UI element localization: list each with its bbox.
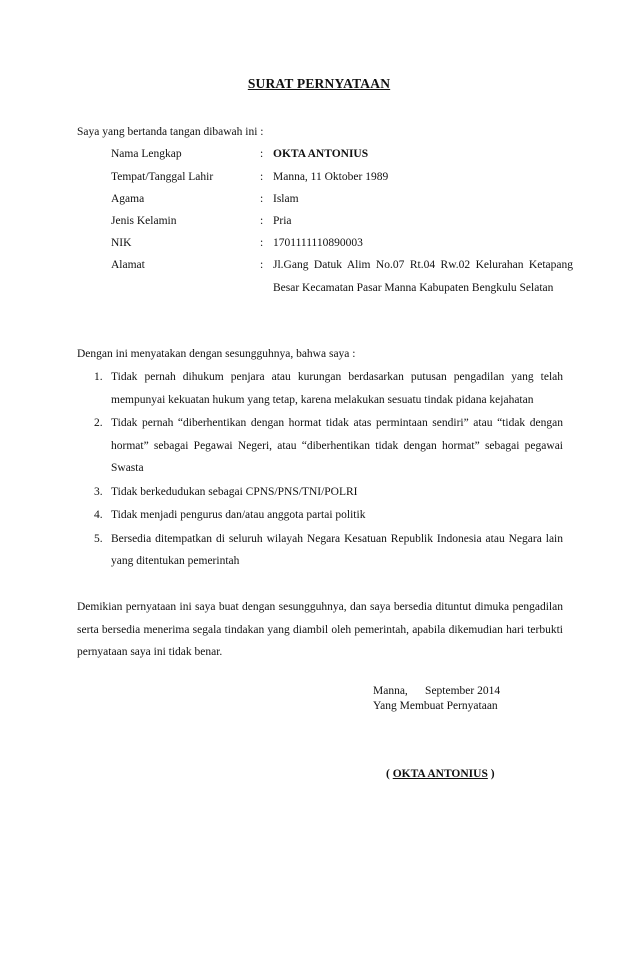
field-colon: :	[260, 148, 264, 160]
statement-number: 1.	[94, 371, 103, 383]
statement-item	[77, 412, 563, 480]
field-label: Jenis Kelamin	[111, 215, 177, 227]
field-colon: :	[260, 171, 264, 183]
statement-number: 5.	[94, 532, 103, 545]
field-value: 1701111110890003	[273, 237, 363, 249]
signer-name: OKTA ANTONIUS	[392, 768, 488, 780]
signer-paren-open: (	[386, 768, 393, 780]
closing-paragraph: Demikian pernyataan ini saya buat dengan sesungguhnya, dan saya bersedia dituntut dimuka pengadilan serta bersedia menerima segala tindakan yang diambil oleh pemerintah, apabila dikemudian hari terbukti pernyataan saya ini tidak benar.	[77, 601, 563, 658]
signer-paren-close: )	[487, 768, 495, 780]
statement-text: Bersedia ditempatkan di seluruh wilayah Negara Kesatuan Republik Indonesia atau Negara lain yang ditentukan pemerintah	[111, 532, 563, 567]
statement-text: Tidak pernah “diberhentikan dengan hormat tidak atas permintaan sendiri” atau “tidak dengan hormat” sebagai Pegawai Negeri, atau “diberhentikan tidak dengan hormat” sebagai pegawai Swasta	[111, 417, 563, 474]
intro-text: Saya yang bertanda tangan dibawah ini :	[77, 126, 264, 138]
statement-text: Tidak menjadi pengurus dan/atau anggota partai politik	[111, 509, 366, 521]
field-value: Pria	[273, 215, 292, 227]
field-label: Nama Lengkap	[111, 148, 182, 160]
field-value: Islam	[273, 193, 299, 205]
statement-number: 4.	[94, 509, 103, 521]
field-value: OKTA ANTONIUS	[273, 148, 369, 160]
statement-number: 2.	[94, 417, 103, 429]
signature-caption: Yang Membuat Pernyataan	[373, 700, 498, 712]
statement-item	[77, 481, 563, 504]
field-colon: :	[260, 259, 264, 271]
field-label: NIK	[111, 237, 132, 249]
statement-item	[77, 504, 563, 527]
statement-text: Tidak berkedudukan sebagai CPNS/PNS/TNI/POLRI	[111, 485, 358, 498]
field-label: Agama	[111, 193, 145, 205]
field-colon: :	[260, 237, 264, 249]
statement-item	[77, 528, 563, 573]
statement-item	[77, 366, 563, 411]
place-date: Manna, September 2014	[373, 685, 501, 697]
field-colon: :	[260, 215, 264, 227]
field-label: Tempat/Tanggal Lahir	[111, 171, 214, 183]
statement-intro: Dengan ini menyatakan dengan sesungguhnya, bahwa saya :	[77, 348, 356, 360]
field-value: Manna, 11 Oktober 1989	[273, 171, 389, 183]
field-value: Jl.Gang Datuk Alim No.07 Rt.04 Rw.02 Kelurahan Ketapang Besar Kecamatan Pasar Manna Kabupaten Bengkulu Selatan	[273, 259, 573, 294]
statement-text: Tidak pernah dihukum penjara atau kurungan berdasarkan putusan pengadilan yang telah mempunyai kekuatan hukum yang tetap, karena melakukan sesuatu tindak pidana kejahatan	[111, 371, 563, 406]
signer-name-block	[386, 768, 495, 780]
statement-number: 3.	[94, 485, 103, 498]
field-colon: :	[260, 193, 264, 205]
statement-list	[77, 366, 563, 574]
field-label: Alamat	[111, 259, 145, 271]
letter-title: SURAT PERNYATAAN	[247, 76, 391, 91]
